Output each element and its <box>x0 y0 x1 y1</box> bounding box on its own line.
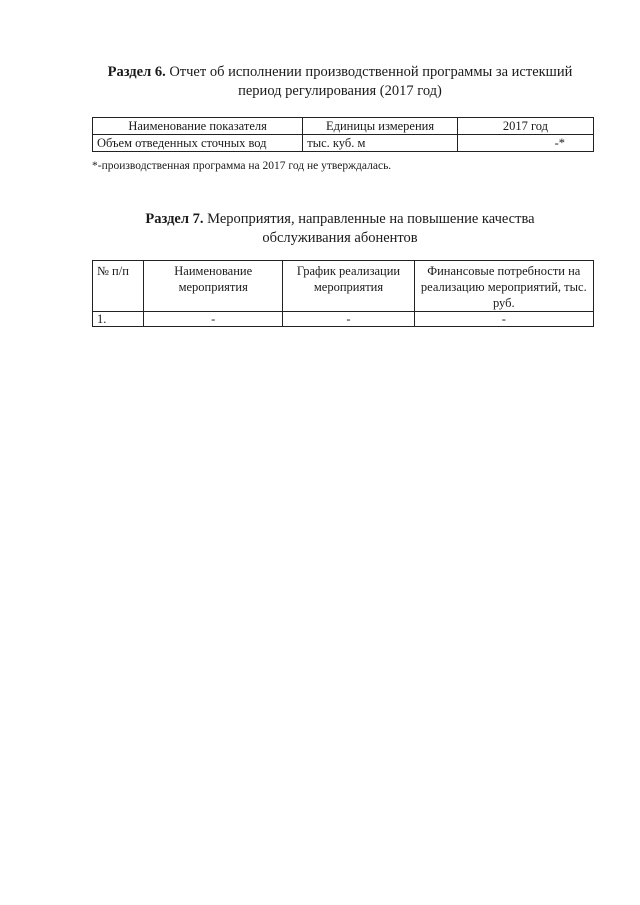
column-header-schedule: График реализации мероприятия <box>283 261 414 312</box>
table-header-row <box>93 261 594 312</box>
unit-cell: тыс. куб. м <box>303 135 458 152</box>
section7-heading <box>90 210 590 248</box>
column-header-finance: Финансовые потребности на реализацию мероприятий, тыс. руб. <box>414 261 593 312</box>
section6-title-line2: период регулирования (2017 год) <box>238 83 442 99</box>
section6-table <box>92 117 594 152</box>
table-row <box>93 135 594 152</box>
section7-title-line1: Мероприятия, направленные на повышение качества <box>207 211 535 227</box>
section7-label: Раздел 7. <box>145 211 204 227</box>
column-header-year: 2017 год <box>457 118 593 135</box>
section6-footnote: *-производственная программа на 2017 год не утверждалась. <box>92 160 392 172</box>
section7-title-line2: обслуживания абонентов <box>262 230 418 246</box>
indicator-name-cell: Объем отведенных сточных вод <box>93 135 303 152</box>
table-row <box>93 312 594 327</box>
column-header-unit: Единицы измерения <box>303 118 458 135</box>
column-header-number: № п/п <box>93 261 144 312</box>
table-header-row <box>93 118 594 135</box>
section6-heading <box>90 63 590 101</box>
measure-name-cell: - <box>144 312 283 327</box>
section6-label: Раздел 6. <box>107 64 166 80</box>
column-header-measure-name: Наименование мероприятия <box>144 261 283 312</box>
section6-title-line1: Отчет об исполнении производственной программы за истекший <box>169 64 573 80</box>
schedule-cell: - <box>283 312 414 327</box>
finance-cell: - <box>414 312 593 327</box>
year-value-cell: -* <box>457 135 593 152</box>
row-number-cell: 1. <box>93 312 144 327</box>
section7-table <box>92 260 594 327</box>
column-header-indicator: Наименование показателя <box>93 118 303 135</box>
